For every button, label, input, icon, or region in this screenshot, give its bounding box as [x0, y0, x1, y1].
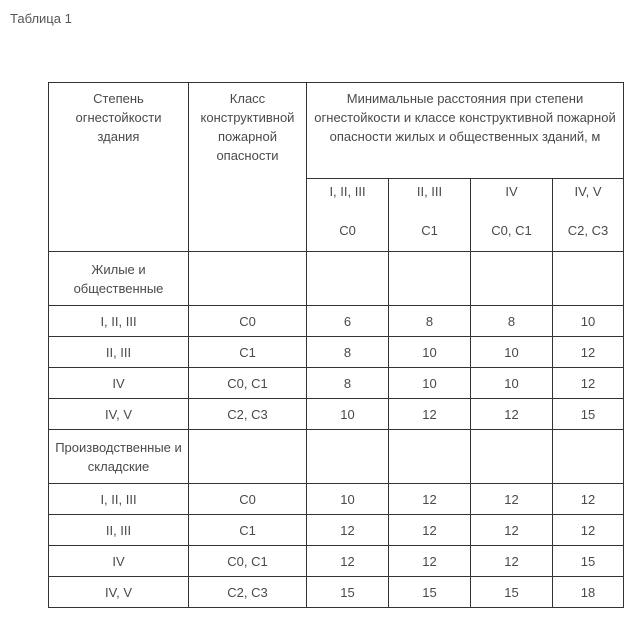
row-value: 12	[553, 368, 624, 399]
empty-cell	[389, 252, 471, 306]
empty-cell	[553, 430, 624, 484]
row-class: С1	[189, 337, 307, 368]
empty-cell	[189, 430, 307, 484]
subheader-class: С1	[421, 223, 438, 238]
row-value: 12	[307, 515, 389, 546]
empty-cell	[471, 252, 553, 306]
row-value: 12	[471, 484, 553, 515]
row-value: 8	[307, 337, 389, 368]
row-degree: II, III	[49, 515, 189, 546]
subheader-class: С0, С1	[491, 223, 532, 238]
row-value: 6	[307, 306, 389, 337]
row-value: 15	[553, 546, 624, 577]
row-class: С2, С3	[189, 577, 307, 608]
row-value: 12	[553, 484, 624, 515]
header-row	[49, 83, 624, 179]
empty-cell	[307, 430, 389, 484]
subheader-cell	[389, 179, 471, 252]
table-row	[49, 484, 624, 515]
row-value: 12	[389, 546, 471, 577]
row-value: 10	[471, 368, 553, 399]
table-row	[49, 577, 624, 608]
table-row	[49, 368, 624, 399]
row-value: 10	[389, 368, 471, 399]
subheader-class: С0	[339, 223, 356, 238]
row-degree: IV	[49, 368, 189, 399]
section-title: Жилые и общественные	[49, 252, 189, 306]
row-value: 15	[389, 577, 471, 608]
header-distances: Минимальные расстояния при степени огнестойкости и классе конструктивной пожарной опасности жилых и общественных зданий, м	[307, 83, 624, 179]
row-class: С0	[189, 306, 307, 337]
section-row-industrial	[49, 430, 624, 484]
subheader-cell	[471, 179, 553, 252]
row-value: 12	[553, 515, 624, 546]
table-row	[49, 515, 624, 546]
row-value: 10	[307, 484, 389, 515]
table-row	[49, 546, 624, 577]
row-value: 12	[471, 399, 553, 430]
row-value: 12	[389, 515, 471, 546]
row-class: С0, С1	[189, 546, 307, 577]
row-value: 10	[553, 306, 624, 337]
row-degree: IV	[49, 546, 189, 577]
empty-cell	[471, 430, 553, 484]
subheader-degree: II, III	[416, 184, 443, 199]
section-title: Производственные и складские	[49, 430, 189, 484]
row-value: 12	[553, 337, 624, 368]
row-value: 15	[307, 577, 389, 608]
table-row	[49, 399, 624, 430]
fire-distance-table	[48, 82, 624, 608]
subheader-cell	[307, 179, 389, 252]
row-degree: I, II, III	[49, 484, 189, 515]
subheader-degree: I, II, III	[329, 184, 366, 199]
subheader-cell	[553, 179, 624, 252]
subheader-degree: IV	[505, 184, 518, 199]
row-class: С0, С1	[189, 368, 307, 399]
subheader-class: С2, С3	[567, 223, 609, 238]
row-class: С1	[189, 515, 307, 546]
row-value: 12	[389, 399, 471, 430]
row-class: С0	[189, 484, 307, 515]
row-value: 10	[389, 337, 471, 368]
row-value: 8	[389, 306, 471, 337]
row-value: 10	[307, 399, 389, 430]
table-caption: Таблица 1	[10, 11, 72, 26]
row-value: 8	[471, 306, 553, 337]
row-value: 12	[389, 484, 471, 515]
empty-cell	[389, 430, 471, 484]
row-degree: IV, V	[49, 399, 189, 430]
section-row-residential	[49, 252, 624, 306]
empty-cell	[553, 252, 624, 306]
row-value: 12	[471, 515, 553, 546]
row-degree: II, III	[49, 337, 189, 368]
empty-cell	[307, 252, 389, 306]
subheader-degree: IV, V	[574, 184, 602, 199]
row-degree: I, II, III	[49, 306, 189, 337]
header-class: Класс конструктивной пожарной опасности	[189, 83, 307, 252]
header-degree: Степень огнестойкости здания	[49, 83, 189, 252]
row-value: 12	[307, 546, 389, 577]
row-class: С2, С3	[189, 399, 307, 430]
row-degree: IV, V	[49, 577, 189, 608]
row-value: 10	[471, 337, 553, 368]
row-value: 15	[553, 399, 624, 430]
empty-cell	[189, 252, 307, 306]
row-value: 15	[471, 577, 553, 608]
row-value: 8	[307, 368, 389, 399]
row-value: 18	[553, 577, 624, 608]
row-value: 12	[471, 546, 553, 577]
table-row	[49, 337, 624, 368]
table-row	[49, 306, 624, 337]
